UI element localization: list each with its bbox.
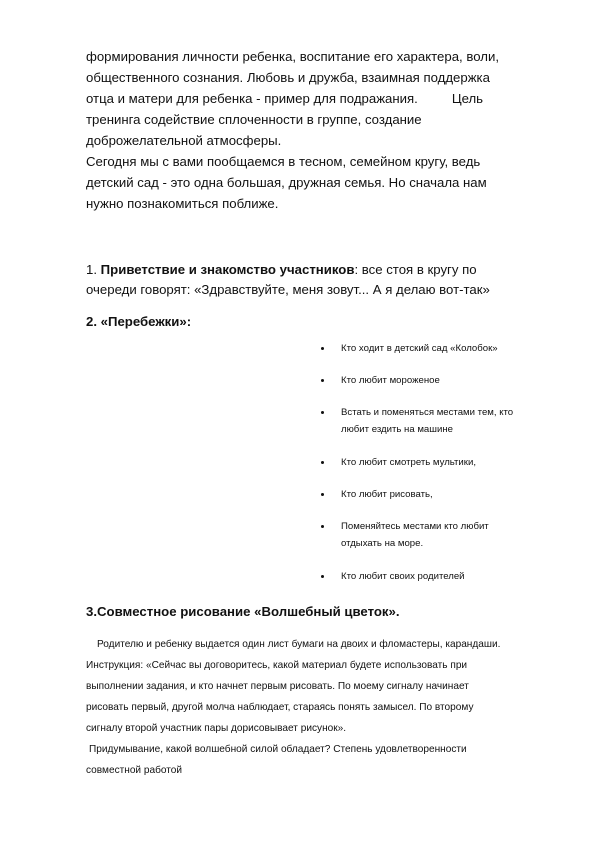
section-title: Приветствие и знакомство участников (100, 262, 355, 277)
list-item (318, 404, 561, 438)
text-line: совместной работой (86, 765, 183, 776)
text-line: доброжелательной атмосферы. (86, 133, 282, 148)
text-line (86, 88, 556, 109)
bullet-icon (321, 493, 324, 496)
text-line: Сегодня мы с вами пообщаемся в тесном, семейном кругу, ведь (86, 154, 481, 169)
list-item-text: Встать и поменяться местами тем, кто (341, 407, 514, 418)
text-line: рисовать первый, другой молча наблюдает, стараясь понять замысел. По второму (86, 702, 474, 713)
text-fragment: отца и матери для ребенка - пример для подражания. (86, 91, 418, 106)
bullet-icon (321, 347, 324, 350)
list-item-text: отдыхать на море. (341, 538, 424, 549)
list-item (318, 340, 561, 357)
bullet-icon (321, 461, 324, 464)
bullet-icon (321, 379, 324, 382)
list-item-text: Кто ходит в детский сад «Колобок» (341, 343, 498, 354)
section-4-paragraph (86, 739, 556, 781)
text-line: Инструкция: «Сейчас вы договоритесь, какой материал будете использовать при (86, 660, 468, 671)
section-3-heading: 3.Совместное рисование «Волшебный цветок». (86, 604, 400, 619)
list-item (318, 372, 561, 389)
list-item-text: Кто любит мороженое (341, 375, 440, 386)
section-number: 1. (86, 262, 101, 277)
intro-paragraph (86, 46, 556, 214)
text-line: очереди говорят: «Здравствуйте, меня зовут... А я делаю вот-так» (86, 282, 490, 297)
list-item-text: любит ездить на машине (341, 424, 453, 435)
bullet-icon (321, 575, 324, 578)
section-2-heading: 2. «Перебежки»: (86, 314, 192, 329)
text-line (86, 260, 556, 280)
section-3-paragraph (86, 634, 556, 739)
text-line: нужно познакомиться поближе. (86, 196, 279, 211)
text-line: Придумывание, какой волшебной силой обладает? Степень удовлетворенности (89, 744, 467, 755)
text-line: детский сад - это одна большая, дружная семья. Но сначала нам (86, 175, 487, 190)
text-line: сигналу второй участник пары дорисовывает рисунок». (86, 723, 347, 734)
list-item-text: Кто любит рисовать, (341, 489, 433, 500)
section-1-greeting (86, 260, 556, 300)
list-item-text: Поменяйтесь местами кто любит (341, 521, 489, 532)
list-item (318, 518, 561, 552)
list-item (318, 486, 561, 503)
text-fragment: Цель (451, 91, 484, 106)
text-line: формирования личности ребенка, воспитание его характера, воли, (86, 49, 499, 64)
list-item (318, 568, 561, 585)
text-line: выполнении задания, и кто начнет первым рисовать. По моему сигналу начинает (86, 681, 469, 692)
list-item (318, 454, 561, 471)
text-fragment: : все стоя в кругу по (354, 262, 477, 277)
bullet-icon (321, 525, 324, 528)
text-line: Родителю и ребенку выдается один лист бумаги на двоих и фломастеры, карандаши. (97, 639, 501, 650)
list-item-text: Кто любит смотреть мультики, (341, 457, 477, 468)
bullet-icon (321, 411, 324, 414)
text-line: тренинга содействие сплоченности в группе, создание (86, 112, 422, 127)
text-line: общественного сознания. Любовь и дружба, взаимная поддержка (86, 70, 490, 85)
list-item-text: Кто любит своих родителей (341, 571, 465, 582)
